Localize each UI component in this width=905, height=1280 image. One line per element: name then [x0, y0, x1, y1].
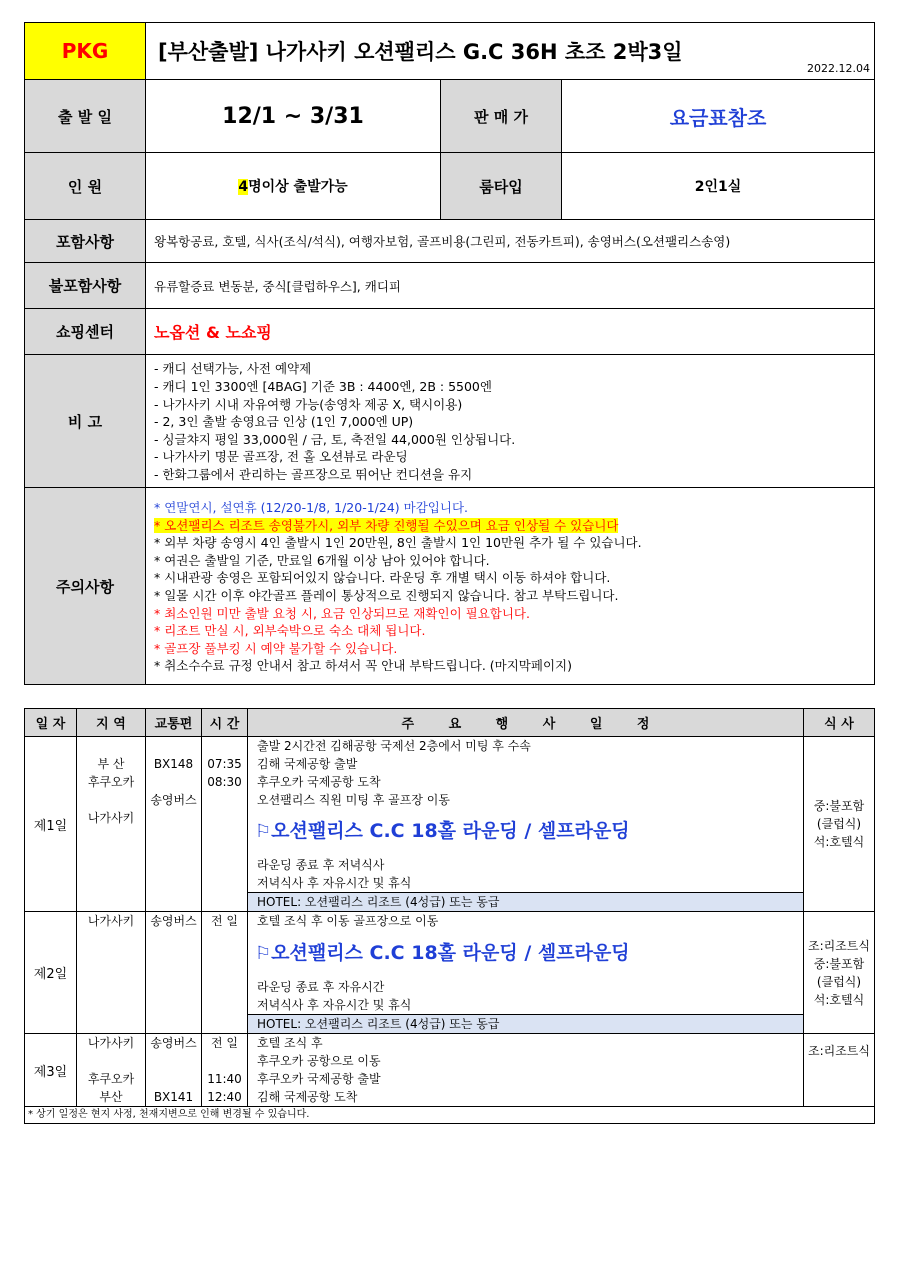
region-item: 나가사키 [87, 1036, 135, 1050]
remarks-list [146, 355, 875, 488]
time-item: 08:30 [207, 775, 242, 789]
notice-item: * 최소인원 미만 출발 요청 시, 요금 인상되므로 재확인이 필요합니다. [154, 605, 530, 621]
included-label: 포함사항 [25, 220, 146, 263]
day-1-label: 제1일 [25, 737, 77, 912]
schedule-line: 저녁식사 후 자유시간 및 휴식 [257, 876, 412, 890]
remark-item: - 캐디 1인 3300엔 [4BAG] 기준 3B : 4400엔, 2B : 5500엔 [154, 379, 492, 395]
schedule-line: 출발 2시간전 김해공항 국제선 2층에서 미팅 후 수속 [257, 739, 531, 753]
transport-item [146, 773, 201, 791]
notice-item: * 취소수수료 규정 안내서 참고 하셔서 꼭 안내 부탁드립니다. (마지막페이지) [154, 658, 572, 674]
schedule-line: 김해 국제공항 출발 [257, 757, 358, 771]
region-item [77, 791, 145, 809]
transport-item: 송영버스 [150, 1036, 197, 1050]
day-2-label: 제2일 [25, 912, 77, 1034]
people-value-text: 명이상 출발가능 [248, 179, 348, 195]
flag-icon: ⚐ [255, 821, 272, 842]
package-title-cell [146, 23, 875, 80]
transport-item [146, 1052, 201, 1070]
remark-item: - 한화그룹에서 관리하는 골프장으로 뛰어난 컨디션을 유지 [154, 466, 473, 482]
transport-item: BX148 [153, 757, 194, 771]
schedule-line: 후쿠오카 공항으로 이동 [257, 1054, 381, 1068]
remark-item: - 캐디 선택가능, 사전 예약제 [154, 361, 312, 377]
meal-item: (클럽식) [816, 817, 862, 831]
day-3-label: 제3일 [25, 1034, 77, 1107]
remark-item: - 싱글챠지 평일 33,000원 / 금, 토, 축전일 44,000원 인상됩니다. [154, 431, 516, 447]
region-item [77, 1052, 145, 1070]
day-2-time [202, 912, 248, 1034]
region-item: 나가사키 [87, 811, 135, 825]
notice-item: * 시내관광 송영은 포함되어있지 않습니다. 라운딩 후 개별 택시 이동 하셔야 합니다. [154, 570, 611, 586]
departure-value: 12/1 ~ 3/31 [146, 80, 441, 153]
day-3-time [202, 1034, 248, 1107]
footnote-row [25, 1107, 875, 1124]
day-1-transport [146, 737, 202, 912]
day-1-meals [804, 737, 875, 912]
col-day: 일 자 [25, 709, 77, 737]
schedule-line: 후쿠오카 국제공항 도착 [257, 775, 381, 789]
meal-item: 조:리조트식 [807, 938, 870, 953]
remark-item: - 나가사키 명문 골프장, 전 홀 오션뷰로 라운딩 [154, 449, 408, 465]
col-region: 지 역 [77, 709, 146, 737]
document-date: 2022.12.04 [807, 62, 871, 75]
schedule-line: 호텔 조식 후 이동 골프장으로 이동 [257, 914, 439, 928]
col-time: 시 간 [202, 709, 248, 737]
meal-item: (클럽식) [816, 974, 862, 989]
day-2-schedule [248, 912, 804, 1034]
room-value: 2인1실 [562, 153, 875, 220]
meal-item: 조:리조트식 [807, 1044, 870, 1058]
excluded-value: 유류할증료 변동분, 중식[클럽하우스], 캐디피 [146, 263, 875, 309]
day-3-region [77, 1034, 146, 1107]
remark-item: - 나가사키 시내 자유여행 가능(송영차 제공 X, 택시이용) [154, 396, 463, 412]
col-schedule-label: 주 요 행 사 일 정 [401, 717, 650, 732]
day-1-region [77, 737, 146, 912]
day-2-row [25, 912, 875, 1034]
day-2-meals [804, 912, 875, 1034]
region-item: 부산 [99, 1090, 123, 1104]
golf-round-line [248, 809, 803, 856]
notice-list [146, 488, 875, 685]
schedule-line: 오션팰리스 직원 미팅 후 골프장 이동 [257, 793, 450, 807]
price-value: 요금표참조 [562, 80, 875, 153]
notice-item: * 일몰 시간 이후 야간골프 플레이 통상적으로 진행되지 않습니다. 참고 부탁드립니다. [154, 588, 619, 603]
meal-item: 석:호텔식 [813, 992, 865, 1007]
region-item: 부 산 [97, 757, 125, 771]
day-3-schedule [248, 1034, 804, 1107]
time-item [202, 1052, 247, 1070]
remarks-label: 비 고 [25, 355, 146, 488]
pkg-badge: PKG [25, 23, 146, 80]
shopping-value: 노옵션 & 노쇼핑 [146, 309, 875, 355]
included-value: 왕복항공료, 호텔, 식사(조식/석식), 여행자보험, 골프비용(그린피, 전동카트피), 송영버스(오션팰리스송영) [146, 220, 875, 263]
day-2-region [77, 912, 146, 1034]
notice-item: * 리조트 만실 시, 외부숙박으로 숙소 대체 됩니다. [154, 623, 426, 639]
itinerary-footnote: * 상기 일정은 현지 사정, 천재지변으로 인해 변경될 수 있습니다. [25, 1107, 875, 1124]
hotel-line: HOTEL: 오션팰리스 리조트 (4성급) 또는 동급 [248, 1014, 803, 1033]
day-3-transport [146, 1034, 202, 1107]
package-title: [부산출발] 나가사키 오션팰리스 G.C 36H 초조 2박3일 [158, 40, 683, 64]
day-1-time [202, 737, 248, 912]
itinerary-table [24, 708, 875, 1124]
time-item: 12:40 [207, 1090, 242, 1104]
package-info-table [24, 22, 875, 685]
notice-item: * 여권은 출발일 기준, 만료일 6개월 이상 남아 있어야 합니다. [154, 552, 490, 568]
transport-item: BX141 [153, 1090, 194, 1104]
flag-icon: ⚐ [255, 943, 272, 964]
day-2-transport [146, 912, 202, 1034]
transport-item: 송영버스 [150, 793, 197, 807]
meal-item: 중:불포함 [813, 799, 865, 813]
notice-item: * 골프장 풀부킹 시 예약 불가할 수 있습니다. [154, 640, 398, 656]
people-label: 인 원 [25, 153, 146, 220]
schedule-line: 라운딩 종료 후 저녁식사 [257, 858, 385, 872]
notice-item [154, 517, 874, 535]
col-meal: 식 사 [804, 709, 875, 737]
schedule-line: 후쿠오카 국제공항 출발 [257, 1072, 381, 1086]
time-item: 전 일 [211, 1036, 238, 1050]
golf-round-line [248, 930, 803, 978]
day-3-meals [804, 1034, 875, 1107]
time-item: 전 일 [211, 914, 238, 928]
schedule-line: 호텔 조식 후 [257, 1036, 323, 1050]
meal-item: 석:호텔식 [813, 835, 865, 849]
time-item: 11:40 [207, 1072, 242, 1086]
golf-round-text: 오션팰리스 C.C 18홀 라운딩 / 셀프라운딩 [271, 820, 630, 842]
notice-item: * 연말연시, 설연휴 (12/20-1/8, 1/20-1/24) 마감입니다. [154, 500, 468, 516]
room-label: 룸타입 [441, 153, 562, 220]
day-1-schedule [248, 737, 804, 912]
schedule-line: 저녁식사 후 자유시간 및 휴식 [257, 998, 412, 1012]
excluded-label: 불포함사항 [25, 263, 146, 309]
region-item: 후쿠오카 [87, 1072, 135, 1086]
notice-label: 주의사항 [25, 488, 146, 685]
transport-item [146, 1070, 201, 1088]
people-value [146, 153, 441, 220]
region-item: 후쿠오카 [87, 775, 135, 789]
shopping-label: 쇼핑센터 [25, 309, 146, 355]
region-item: 나가사키 [87, 914, 135, 928]
schedule-line: 라운딩 종료 후 자유시간 [257, 980, 385, 994]
remark-item: - 2, 3인 출발 송영요금 인상 (1인 7,000엔 UP) [154, 414, 414, 430]
price-label: 판 매 가 [441, 80, 562, 153]
col-transport: 교통편 [146, 709, 202, 737]
notice-item-warning: * 오션팰리스 리조트 송영불가시, 외부 차량 진행될 수있으며 요금 인상될 수 있습니다 [154, 517, 619, 533]
time-item: 07:35 [207, 757, 242, 771]
col-schedule [248, 709, 804, 737]
schedule-line: 김해 국제공항 도착 [257, 1090, 358, 1104]
transport-item: 송영버스 [150, 914, 197, 928]
people-min-highlight: 4 [238, 179, 249, 195]
meal-item: 중:불포함 [813, 956, 865, 971]
day-3-row [25, 1034, 875, 1107]
itinerary-header-row [25, 709, 875, 737]
day-1-row [25, 737, 875, 912]
hotel-line: HOTEL: 오션팰리스 리조트 (4성급) 또는 동급 [248, 892, 803, 911]
golf-round-text: 오션팰리스 C.C 18홀 라운딩 / 셀프라운딩 [271, 942, 630, 964]
departure-label: 출 발 일 [25, 80, 146, 153]
notice-item: * 외부 차량 송영시 4인 출발시 1인 20만원, 8인 출발시 1인 10만원 추가 될 수 있습니다. [154, 535, 642, 551]
